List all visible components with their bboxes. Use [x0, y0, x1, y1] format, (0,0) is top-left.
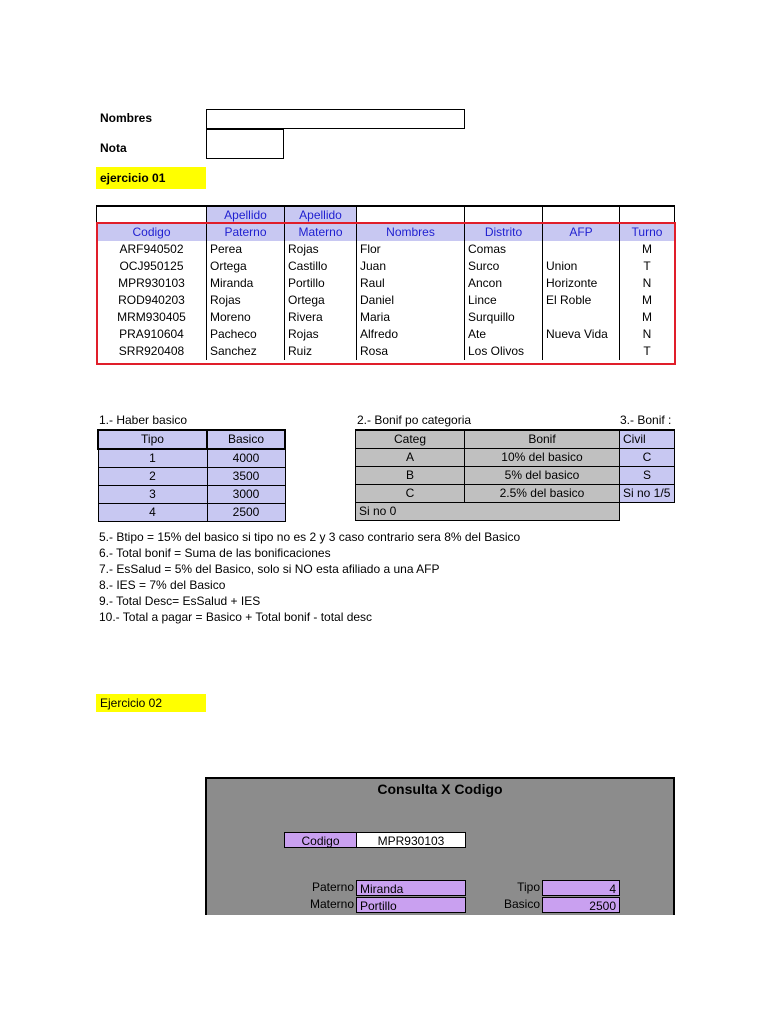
cell: 3	[98, 486, 207, 504]
cell: C	[620, 449, 675, 467]
cell: Union	[543, 258, 620, 275]
note-line: 9.- Total Desc= EsSalud + IES	[99, 594, 261, 608]
materno-label: Materno	[309, 897, 354, 911]
nota-input[interactable]	[206, 129, 284, 159]
cell: Comas	[465, 241, 543, 258]
cell: N	[620, 326, 675, 343]
cell: Rojas	[285, 326, 357, 343]
bonif-3-title: 3.- Bonif :	[620, 413, 672, 427]
header-civil: Civil	[620, 430, 675, 449]
cell: Portillo	[285, 275, 357, 292]
table-row	[97, 258, 675, 275]
paterno-value: Miranda	[356, 880, 466, 896]
note-line: 5.- Btipo = 15% del basico si tipo no es 2 y 3 caso contrario sera 8% del Basico	[99, 530, 521, 544]
cell: 4000	[207, 449, 285, 468]
employee-header-top	[97, 206, 675, 224]
cell: M	[620, 292, 675, 309]
note-line: 8.- IES = 7% del Basico	[99, 578, 226, 592]
header-afp: AFP	[543, 224, 620, 241]
basico-label: Basico	[503, 897, 540, 911]
cell: Rojas	[207, 292, 285, 309]
haber-basico-table	[97, 429, 286, 522]
cell: Lince	[465, 292, 543, 309]
note-line: 6.- Total bonif = Suma de las bonificaciones	[99, 546, 331, 560]
header-top-cell	[357, 206, 465, 224]
header-basico: Basico	[207, 430, 285, 449]
cell	[543, 241, 620, 258]
bonif-civil-table	[619, 429, 675, 503]
header-codigo: Codigo	[97, 224, 207, 241]
cell: Surquillo	[465, 309, 543, 326]
table-row	[356, 449, 620, 467]
table-row	[97, 326, 675, 343]
header-top-cell	[543, 206, 620, 224]
cell: Ancon	[465, 275, 543, 292]
header-turno: Turno	[620, 224, 675, 241]
haber-basico-title: 1.- Haber basico	[99, 413, 188, 427]
cell: Ate	[465, 326, 543, 343]
note-line: 10.- Total a pagar = Basico + Total bonif - total desc	[99, 610, 373, 624]
cell: Raul	[357, 275, 465, 292]
note-line: 7.- EsSalud = 5% del Basico, solo si NO esta afiliado a una AFP	[99, 562, 440, 576]
cell: C	[356, 485, 465, 503]
header-top-cell: Apellido	[285, 206, 357, 224]
table-row	[356, 467, 620, 485]
cell: MRM930405	[97, 309, 207, 326]
cell: M	[620, 241, 675, 258]
cell: 2.5% del basico	[465, 485, 620, 503]
tipo-value: 4	[542, 880, 620, 896]
cell: El Roble	[543, 292, 620, 309]
cell	[543, 343, 620, 360]
header-materno: Materno	[285, 224, 357, 241]
nota-label: Nota	[100, 141, 127, 155]
cell: ARF940502	[97, 241, 207, 258]
table-row	[356, 485, 620, 503]
cell: 5% del basico	[465, 467, 620, 485]
cell: Ruiz	[285, 343, 357, 360]
nombres-input[interactable]	[206, 109, 465, 129]
notes-list	[99, 529, 520, 625]
header-top-cell: Apellido	[207, 206, 285, 224]
cell: M	[620, 309, 675, 326]
ejercicio-02-label: Ejercicio 02	[96, 694, 206, 712]
cell: Castillo	[285, 258, 357, 275]
header-paterno: Paterno	[207, 224, 285, 241]
footer-cell: Si no 0	[356, 503, 620, 521]
cell: Maria	[357, 309, 465, 326]
consulta-panel	[205, 777, 675, 915]
materno-value: Portillo	[356, 897, 466, 913]
cell: Moreno	[207, 309, 285, 326]
cell: ROD940203	[97, 292, 207, 309]
table-row	[98, 486, 285, 504]
employee-header	[97, 224, 675, 241]
table-row	[620, 467, 675, 485]
cell: S	[620, 467, 675, 485]
ejercicio-01-label: ejercicio 01	[96, 167, 206, 189]
cell: T	[620, 343, 675, 360]
table-row	[356, 503, 620, 521]
cell: 2500	[207, 504, 285, 522]
tipo-label: Tipo	[517, 880, 540, 894]
header-tipo: Tipo	[98, 430, 207, 449]
cell: 2	[98, 468, 207, 486]
cell: Pacheco	[207, 326, 285, 343]
employee-table	[96, 205, 675, 360]
basico-value: 2500	[542, 897, 620, 913]
cell: 10% del basico	[465, 449, 620, 467]
cell: A	[356, 449, 465, 467]
cell: Daniel	[357, 292, 465, 309]
cell: Los Olivos	[465, 343, 543, 360]
cell: Juan	[357, 258, 465, 275]
header-bonif: Bonif	[465, 430, 620, 449]
cell: 1	[98, 449, 207, 468]
table-row	[97, 343, 675, 360]
cell: 4	[98, 504, 207, 522]
bonif-categoria-table	[355, 429, 620, 521]
cell	[543, 309, 620, 326]
table-row	[98, 468, 285, 486]
table-row	[620, 485, 675, 503]
cell: Rivera	[285, 309, 357, 326]
cell: SRR920408	[97, 343, 207, 360]
header-top-cell	[620, 206, 675, 224]
table-row	[620, 449, 675, 467]
cell: Miranda	[207, 275, 285, 292]
cell: Nueva Vida	[543, 326, 620, 343]
table-row	[97, 241, 675, 258]
cell: MPR930103	[97, 275, 207, 292]
cell: Surco	[465, 258, 543, 275]
cell: Horizonte	[543, 275, 620, 292]
cell: Sanchez	[207, 343, 285, 360]
cell: 3000	[207, 486, 285, 504]
nombres-label: Nombres	[100, 111, 153, 125]
codigo-input[interactable]: MPR930103	[356, 832, 466, 848]
cell: Ortega	[285, 292, 357, 309]
cell: OCJ950125	[97, 258, 207, 275]
cell: Alfredo	[357, 326, 465, 343]
codigo-label: Codigo	[284, 832, 357, 848]
consulta-title: Consulta X Codigo	[377, 781, 503, 797]
cell: 3500	[207, 468, 285, 486]
cell: Perea	[207, 241, 285, 258]
cell: Rojas	[285, 241, 357, 258]
cell: Ortega	[207, 258, 285, 275]
cell: T	[620, 258, 675, 275]
cell: PRA910604	[97, 326, 207, 343]
bonif-categoria-title: 2.- Bonif po categoria	[357, 413, 472, 427]
table-row	[97, 309, 675, 326]
cell: Rosa	[357, 343, 465, 360]
header-top-cell	[465, 206, 543, 224]
cell: N	[620, 275, 675, 292]
table-row	[97, 275, 675, 292]
header-nombres: Nombres	[357, 224, 465, 241]
header-top-cell	[97, 206, 207, 224]
cell: B	[356, 467, 465, 485]
table-row	[97, 292, 675, 309]
cell: Si no 1/5	[620, 485, 675, 503]
cell: Flor	[357, 241, 465, 258]
paterno-label: Paterno	[311, 880, 354, 894]
table-row	[98, 504, 285, 522]
header-distrito: Distrito	[465, 224, 543, 241]
header-categ: Categ	[356, 430, 465, 449]
table-row	[98, 449, 285, 468]
